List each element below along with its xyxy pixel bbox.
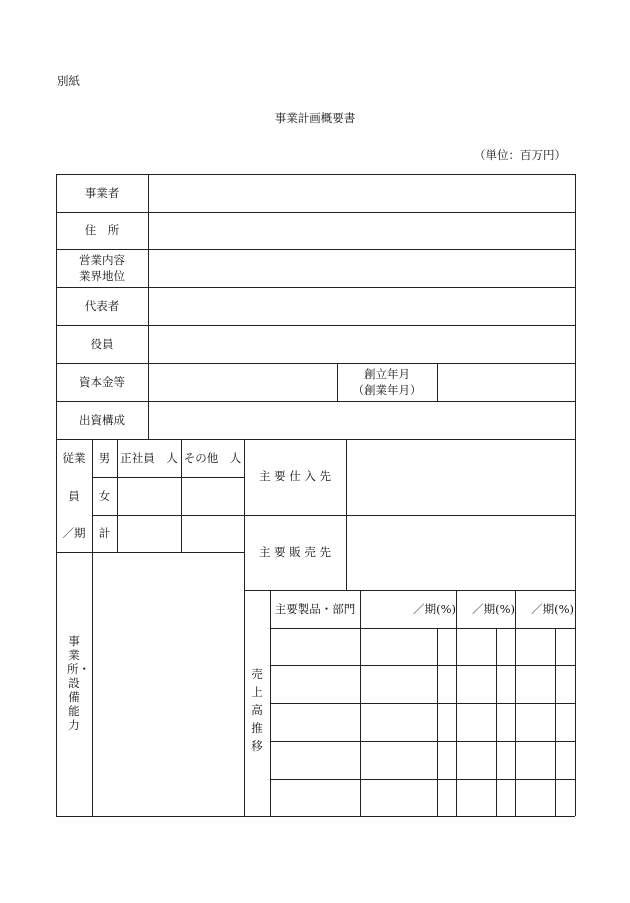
label-main-customers: 主 要 販 売 先 xyxy=(258,545,332,559)
label-business-content: 営業内容 xyxy=(79,253,125,267)
label-main-suppliers: 主 要 仕 入 先 xyxy=(258,469,332,483)
table-rule xyxy=(270,703,575,704)
label-investment: 出資構成 xyxy=(79,413,125,427)
table-rule xyxy=(56,174,575,175)
table-rule xyxy=(56,363,575,364)
label-facilities: 事業所・設備能力 xyxy=(67,634,90,732)
attachment-label: 別紙 xyxy=(57,74,80,88)
period-header-3: ／期(%) xyxy=(531,602,574,616)
label-main-products: 主要製品・部門 xyxy=(274,602,356,616)
label-employees-1: 従業 xyxy=(62,451,86,465)
label-industry-position: 業界地位 xyxy=(79,269,125,283)
table-rule xyxy=(555,628,556,816)
label-founded: 創立年月 xyxy=(364,367,410,381)
table-rule xyxy=(270,779,575,780)
label-employees-3: ／期 xyxy=(62,526,86,540)
table-rule xyxy=(56,325,575,326)
table-rule xyxy=(92,515,244,516)
table-rule xyxy=(92,477,244,478)
table-rule xyxy=(270,628,575,629)
table-rule xyxy=(270,741,575,742)
table-rule xyxy=(244,515,575,516)
table-rule xyxy=(148,174,149,439)
label-female: 女 xyxy=(98,489,111,503)
label-other-staff: その他 人 xyxy=(183,451,242,465)
label-founded-alt: （創業年月） xyxy=(352,383,422,397)
table-rule xyxy=(575,174,576,816)
unit-note: （単位：百万円） xyxy=(474,148,566,162)
label-regular-staff: 正社員 人 xyxy=(120,451,178,465)
table-rule xyxy=(244,590,575,591)
table-rule xyxy=(270,665,575,666)
label-business-operator: 事業者 xyxy=(84,186,120,200)
label-representative: 代表者 xyxy=(84,299,120,313)
label-officers: 役員 xyxy=(90,337,114,351)
period-header-1: ／期(%) xyxy=(413,602,456,616)
period-header-2: ／期(%) xyxy=(472,602,515,616)
label-address: 住 所 xyxy=(84,223,120,237)
table-rule xyxy=(56,249,575,250)
label-male: 男 xyxy=(98,451,111,465)
table-rule xyxy=(56,287,575,288)
label-employees-2: 員 xyxy=(68,489,80,503)
label-sales-trend: 売上高推移 xyxy=(251,667,263,753)
document-title: 事業計画概要書 xyxy=(274,111,356,125)
table-rule xyxy=(56,212,575,213)
table-rule xyxy=(437,628,438,816)
table-rule xyxy=(56,816,575,817)
table-rule xyxy=(437,363,438,401)
table-rule xyxy=(56,401,575,402)
table-rule xyxy=(56,552,244,553)
label-total: 計 xyxy=(98,526,111,540)
table-rule xyxy=(56,439,575,440)
table-rule xyxy=(496,628,497,816)
table-rule xyxy=(244,439,245,816)
label-capital: 資本金等 xyxy=(79,375,125,389)
